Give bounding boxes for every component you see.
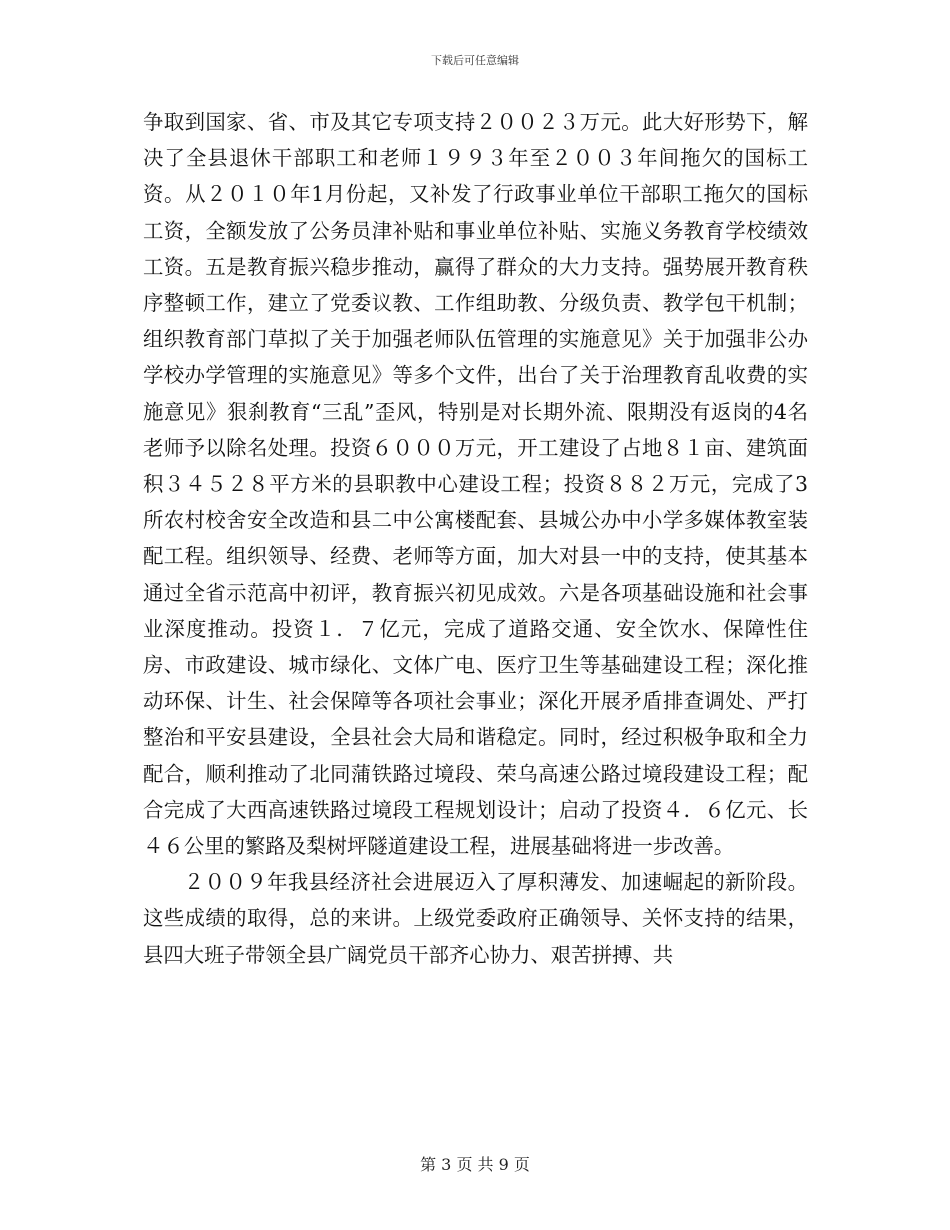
document-body — [143, 104, 808, 973]
page-header: 下载后可任意编辑 — [431, 54, 519, 67]
body-paragraph: ２００９年我县经济社会进展迈入了厚积薄发、加速崛起的新阶段。这些成绩的取得，总的来讲。上级党委政府正确领导、关怀支持的结果，县四大班子带领全县广阔党员干部齐心协力、艰苦拼搏、共 — [143, 870, 808, 967]
page-footer: 第 3 页 共 9 页 — [420, 1155, 530, 1174]
body-paragraph: 争取到国家、省、市及其它专项支持２００２３万元。此大好形势下，解决了全县退休干部职工和老师１９９３年至２００３年间拖欠的国标工资。从２０１０年1月份起，又补发了行政事业单位干部职工拖欠的国标工资，全额发放了公务员津补贴和事业单位补贴、实施义务教育学校绩效工资。五是教育振兴稳步推动，赢得了群众的大力支持。强势展开教育秩序整顿工作，建立了党委议教、工作组助教、分级负责、教学包干机制；组织教育部门草拟了关于加强老师队伍管理的实施意见》关于加强非公办学校办学管理的实施意见》等多个文件，出台了关于治理教育乱收费的实施意见》狠刹教育“三乱”歪风，特别是对长期外流、限期没有返岗的4名老师予以除名处理。投资６０００万元，开工建设了占地８１亩、建筑面积３４５２８平方米的县职教中心建设工程；投资８８２万元，完成了3所农村校舍安全改造和县二中公寓楼配套、县城公办中小学多媒体教室装配工程。组织领导、经费、老师等方面，加大对县一中的支持，使其基本通过全省示范高中初评，教育振兴初见成效。六是各项基础设施和社会事业深度推动。投资１．７亿元，完成了道路交通、安全饮水、保障性住房、市政建设、城市绿化、文体广电、医疗卫生等基础建设工程；深化推动环保、计生、社会保障等各项社会事业；深化开展矛盾排查调处、严打整治和平安县建设，全县社会大局和谐稳定。同时，经过积极争取和全力配合，顺利推动了北同蒲铁路过境段、荣乌高速公路过境段建设工程；配合完成了大西高速铁路过境段工程规划设计；启动了投资４．６亿元、长４６公里的繁路及梨树坪隧道建设工程，进展基础将进一步改善。 — [143, 110, 808, 859]
